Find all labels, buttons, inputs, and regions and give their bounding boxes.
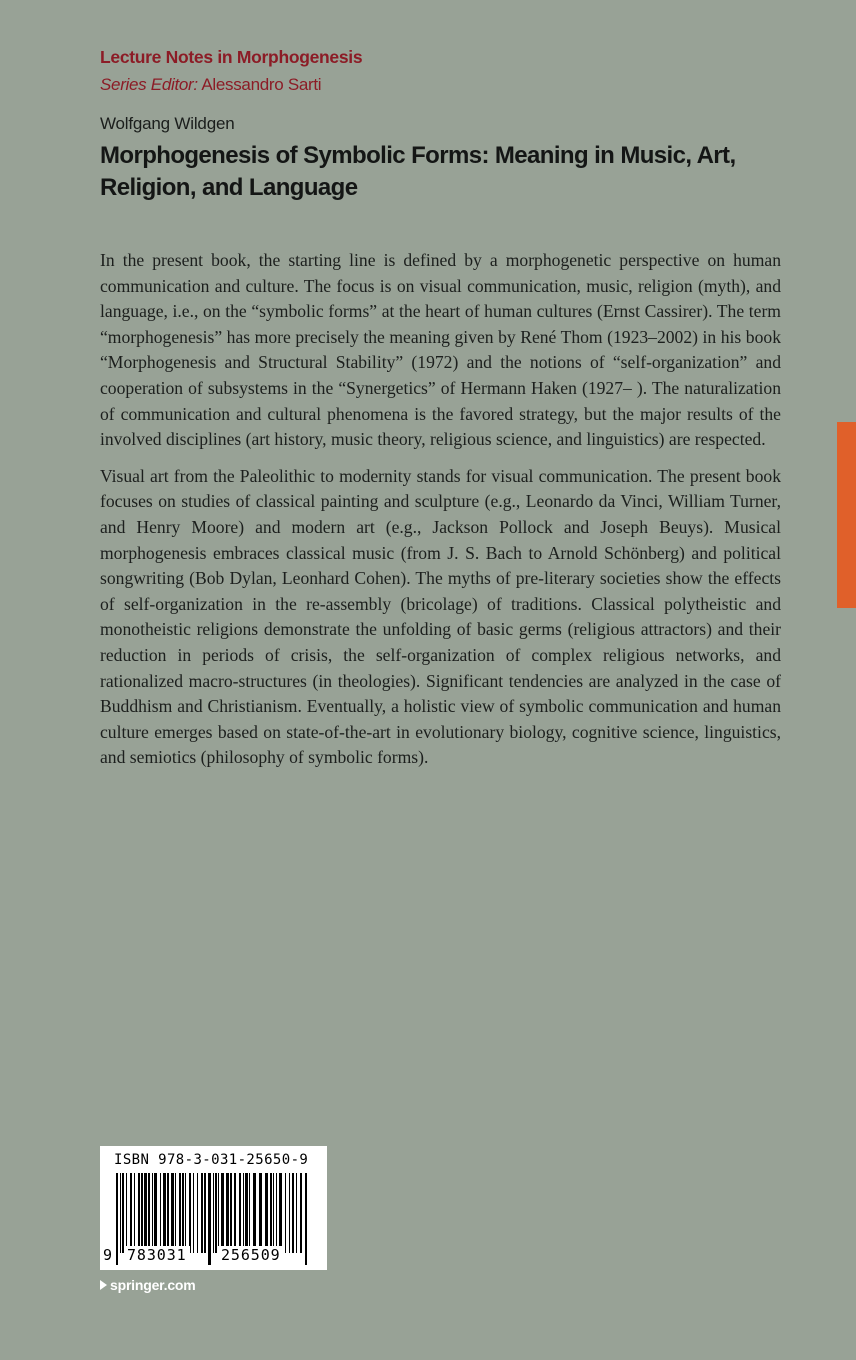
- barcode-bar: [215, 1173, 217, 1253]
- barcode-bar: [201, 1173, 203, 1253]
- barcode-bar: [296, 1173, 297, 1253]
- barcode-bar: [253, 1173, 256, 1253]
- series-title: Lecture Notes in Morphogenesis: [100, 47, 363, 67]
- barcode-bar: [289, 1173, 290, 1253]
- barcode-bar: [163, 1173, 166, 1253]
- barcode-bar: [221, 1173, 224, 1253]
- series-editor-label: Series Editor:: [100, 75, 198, 94]
- barcode-bar: [193, 1173, 194, 1253]
- barcode-bar: [259, 1173, 262, 1253]
- barcode-bar: [197, 1173, 198, 1253]
- barcode-bar: [126, 1173, 127, 1253]
- barcode-bar: [120, 1173, 121, 1253]
- series-editor-name: Alessandro Sarti: [201, 75, 322, 94]
- barcode-bar: [270, 1173, 272, 1253]
- barcode-bar: [179, 1173, 181, 1253]
- barcode-bar: [292, 1173, 294, 1253]
- book-title: Morphogenesis of Symbolic Forms: Meaning in Music, Art, Religion, and Language: [100, 142, 736, 201]
- publisher-link-text: springer.com: [110, 1277, 196, 1293]
- barcode-bar: [130, 1173, 132, 1253]
- ean-left-digits: 783031: [124, 1246, 190, 1264]
- barcode-bar: [239, 1173, 241, 1253]
- barcode-bar: [171, 1173, 174, 1253]
- isbn-barcode: [100, 1146, 327, 1270]
- barcode-bar: [152, 1173, 153, 1253]
- barcode-bar: [279, 1173, 282, 1253]
- barcode-bar: [213, 1173, 214, 1253]
- barcode-bar: [218, 1173, 219, 1253]
- barcode-bar: [230, 1173, 232, 1253]
- barcode-bar: [189, 1173, 191, 1253]
- barcode-bar: [276, 1173, 277, 1253]
- blurb: [100, 248, 781, 782]
- barcode-bar: [245, 1173, 248, 1253]
- barcode-bar: [148, 1173, 150, 1253]
- ean-first-digit: 9: [103, 1246, 113, 1264]
- barcode-bar: [175, 1173, 176, 1253]
- barcode-bar: [154, 1173, 157, 1253]
- series-editor: [100, 75, 321, 95]
- blurb-paragraph-1: In the present book, the starting line is defined by a morphogenetic perspective on human communication and culture. The focus is on visual communication, music, religion (myth), and language, i.e., on the “symbolic forms” at the heart of human cultures (Ernst Cassirer). The term “morphogenesis” has more precisely the meaning given by René Thom (1923–2002) in his book “Morphogenesis and Structural Stability” (1972) and the notions of “self-organization” and cooperation of subsystems in the “Synergetics” of Hermann Haken (1927– ). The naturalization of communication and cultural phenomena is the favored strategy, but the major results of the involved disciplines (art history, music theory, religious science, and linguistics) are respected.: [100, 250, 781, 450]
- barcode-bar: [185, 1173, 186, 1253]
- barcode-bar: [285, 1173, 286, 1253]
- barcode-bar: [243, 1173, 244, 1253]
- author-name: Wolfgang Wildgen: [100, 114, 235, 133]
- barcode-bar: [226, 1173, 229, 1253]
- barcode-bar: [122, 1173, 124, 1253]
- isbn-label: ISBN 978-3-031-25650-9: [114, 1152, 309, 1168]
- publisher-link[interactable]: [100, 1277, 196, 1293]
- ean-right-digits: 256509: [218, 1246, 284, 1264]
- barcode-bar: [167, 1173, 169, 1253]
- barcode-bar: [134, 1173, 135, 1253]
- arrow-right-icon: [100, 1280, 107, 1290]
- barcode-bar: [144, 1173, 147, 1253]
- barcode-bar: [204, 1173, 206, 1253]
- barcode-bar: [141, 1173, 143, 1253]
- barcode-bar: [300, 1173, 302, 1253]
- barcode-bar: [273, 1173, 274, 1253]
- barcode-bar: [234, 1173, 236, 1253]
- ean-digits: [100, 1246, 327, 1268]
- blurb-paragraph-2: Visual art from the Paleolithic to modernity stands for visual communication. The present book focuses on studies of classical painting and sculpture (e.g., Leonardo da Vinci, William Turner, and Henry Moore) and modern art (e.g., Jackson Pollock and Joseph Beuys). Musical morphogenesis embraces classical music (from J. S. Bach to Arnold Schönberg) and political songwriting (Bob Dylan, Leonhard Cohen). The myths of pre-literary societies show the effects of self-organization in the re-assembly (bricolage) of traditions. Classical polytheistic and monotheistic religions demonstrate the unfolding of basic germs (religious attractors) and their reduction in periods of crisis, the self-organization of complex religious networks, and rationalized macro-structures (in theologies). Significant tendencies are analyzed in the case of Buddhism and Christianism. Eventually, a holistic view of symbolic communication and human culture emerges based on state-of-the-art in evolutionary biology, cognitive science, linguistics, and semiotics (philosophy of symbolic forms).: [100, 465, 781, 768]
- barcode-bar: [249, 1173, 250, 1253]
- barcode-bar: [138, 1173, 140, 1253]
- barcode-bar: [265, 1173, 268, 1253]
- orange-spine-tab: [837, 422, 856, 608]
- barcode-bar: [182, 1173, 184, 1253]
- barcode-bar: [160, 1173, 161, 1253]
